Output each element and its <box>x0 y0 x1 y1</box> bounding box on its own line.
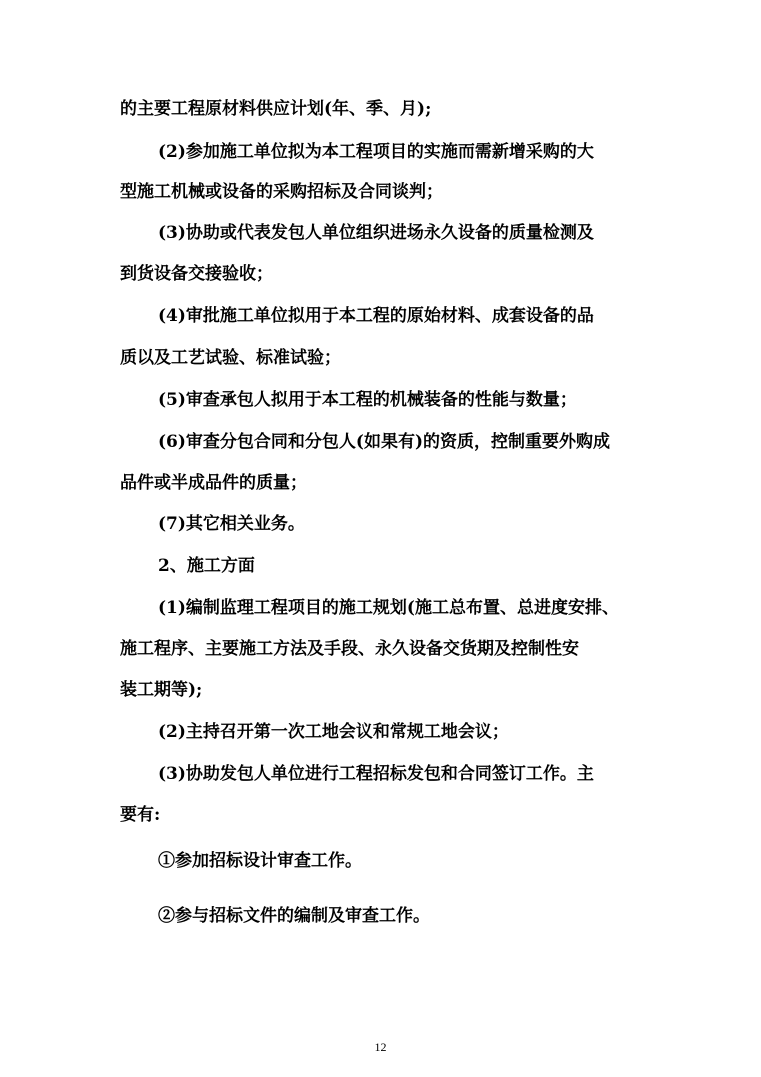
page-number: 12 <box>374 1040 387 1054</box>
text-line: 装工期等); <box>120 680 203 700</box>
text-line: (2)主持召开第一次工地会议和常规工地会议； <box>158 722 509 742</box>
list-item: ①参加招标设计审查工作。 <box>158 851 362 871</box>
text-line: (2)参加施工单位拟为本工程项目的实施而需新增采购的大 <box>158 142 594 162</box>
text-line: 型施工机械或设备的采购招标及合同谈判； <box>120 182 443 202</box>
text-line: 到货设备交接验收； <box>120 264 273 284</box>
text-line: (3)协助或代表发包人单位组织进场永久设备的质量检测及 <box>158 223 594 243</box>
text-line: 的主要工程原材料供应计划(年、季、月); <box>120 99 432 119</box>
text-line: 施工程序、主要施工方法及手段、永久设备交货期及控制性安 <box>120 639 579 659</box>
text-line: 品件或半成品件的质量； <box>120 473 307 493</box>
text-line: 要有: <box>120 805 161 825</box>
list-item: ②参与招标文件的编制及审查工作。 <box>158 906 430 926</box>
text-line: 质以及工艺试验、标准试验； <box>120 348 341 368</box>
text-line: (5)审查承包人拟用于本工程的机械装备的性能与数量； <box>158 390 577 410</box>
text-line: (4)审批施工单位拟用于本工程的原始材料、成套设备的品 <box>158 306 594 326</box>
text-line: (6)审查分包合同和分包人(如果有)的资质，控制重要外购成 <box>158 432 611 452</box>
section-heading: 2、施工方面 <box>158 556 255 576</box>
text-line: (7)其它相关业务。 <box>158 514 305 534</box>
text-line: (3)协助发包人单位进行工程招标发包和合同签订工作。主 <box>158 764 594 784</box>
text-line: (1)编制监理工程项目的施工规划(施工总布置、总进度安排、 <box>158 598 619 618</box>
